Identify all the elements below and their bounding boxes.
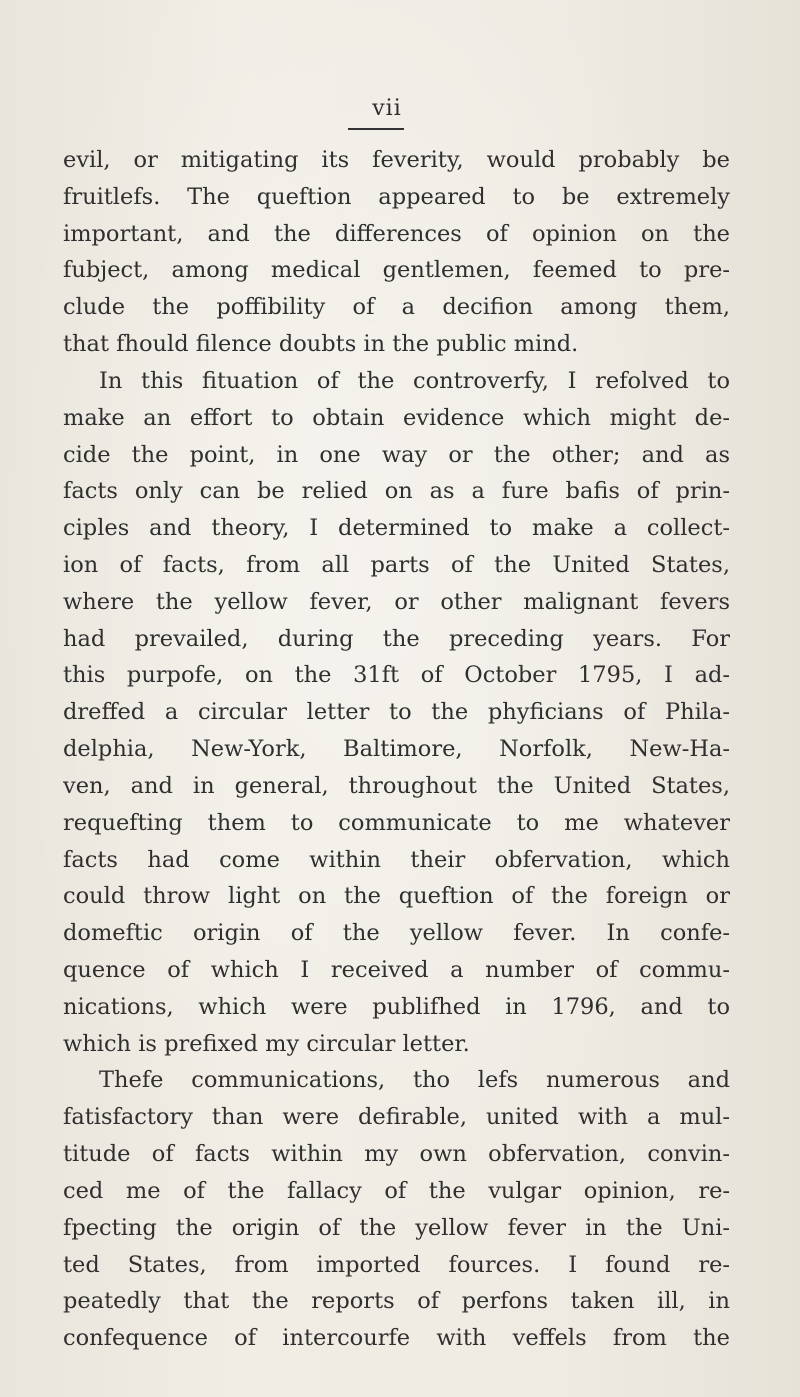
text-line-5: clude the poffibility of a decifion among them, xyxy=(63,294,730,321)
text-line-15: this purpofe, on the 31ft of October 1795, I ad- xyxy=(63,662,730,689)
page-number: vii xyxy=(372,96,402,121)
text-line-26: Thefe communications, tho lefs numerous and xyxy=(99,1067,730,1094)
text-line-24: nications, which were publifhed in 1796, and to xyxy=(63,993,730,1020)
folio-rule xyxy=(348,128,404,130)
text-line-21: could throw light on the queftion of the foreign or xyxy=(63,883,730,910)
text-line-1: evil, or mitigating its feverity, would probably be xyxy=(63,147,730,173)
text-line-14: had prevailed, during the preceding years. For xyxy=(63,625,730,652)
text-line-22: domeftic origin of the yellow fever. In confe- xyxy=(63,920,730,947)
text-line-11: ciples and theory, I determined to make a collect- xyxy=(63,515,730,542)
text-line-20: facts had come within their obfervation, which xyxy=(63,846,730,873)
text-line-7: In this fituation of the controverfy, I refolved to xyxy=(99,367,730,394)
text-line-31: ted States, from imported fources. I found re- xyxy=(63,1251,730,1278)
text-line-10: facts only can be relied on as a fure bafis of prin- xyxy=(63,478,730,505)
text-line-23: quence of which I received a number of commu- xyxy=(63,957,730,983)
text-line-17: delphia, New-York, Baltimore, Norfolk, New-Ha- xyxy=(63,736,730,763)
text-line-33: confequence of intercourfe with veffels from the xyxy=(63,1325,730,1352)
text-line-2: fruitlefs. The queftion appeared to be extremely xyxy=(63,183,730,210)
text-line-28: titude of facts within my own obfervation, convin- xyxy=(63,1141,730,1168)
text-line-8: make an effort to obtain evidence which might de- xyxy=(63,404,730,431)
text-line-27: fatisfactory than were defirable, united with a mul- xyxy=(63,1104,730,1131)
text-line-19: requefting them to communicate to me whatever xyxy=(63,809,730,836)
text-line-12: ion of facts, from all parts of the United States, xyxy=(63,552,730,578)
text-line-18: ven, and in general, throughout the United States, xyxy=(63,772,730,799)
text-line-29: ced me of the fallacy of the vulgar opinion, re- xyxy=(63,1177,730,1204)
text-line-25: which is prefixed my circular letter. xyxy=(63,1030,470,1057)
text-line-9: cide the point, in one way or the other; and as xyxy=(63,441,730,468)
text-line-32: peatedly that the reports of perfons taken ill, in xyxy=(63,1288,730,1315)
text-line-30: fpecting the origin of the yellow fever in the Uni- xyxy=(63,1214,730,1241)
text-line-4: fubject, among medical gentlemen, feemed to pre- xyxy=(63,257,730,284)
text-line-13: where the yellow fever, or other malignant fevers xyxy=(63,588,730,615)
text-line-16: dreffed a circular letter to the phyficians of Phila- xyxy=(63,699,730,726)
text-line-6: that fhould filence doubts in the public mind. xyxy=(63,331,579,358)
text-line-3: important, and the differences of opinion on the xyxy=(63,220,730,247)
